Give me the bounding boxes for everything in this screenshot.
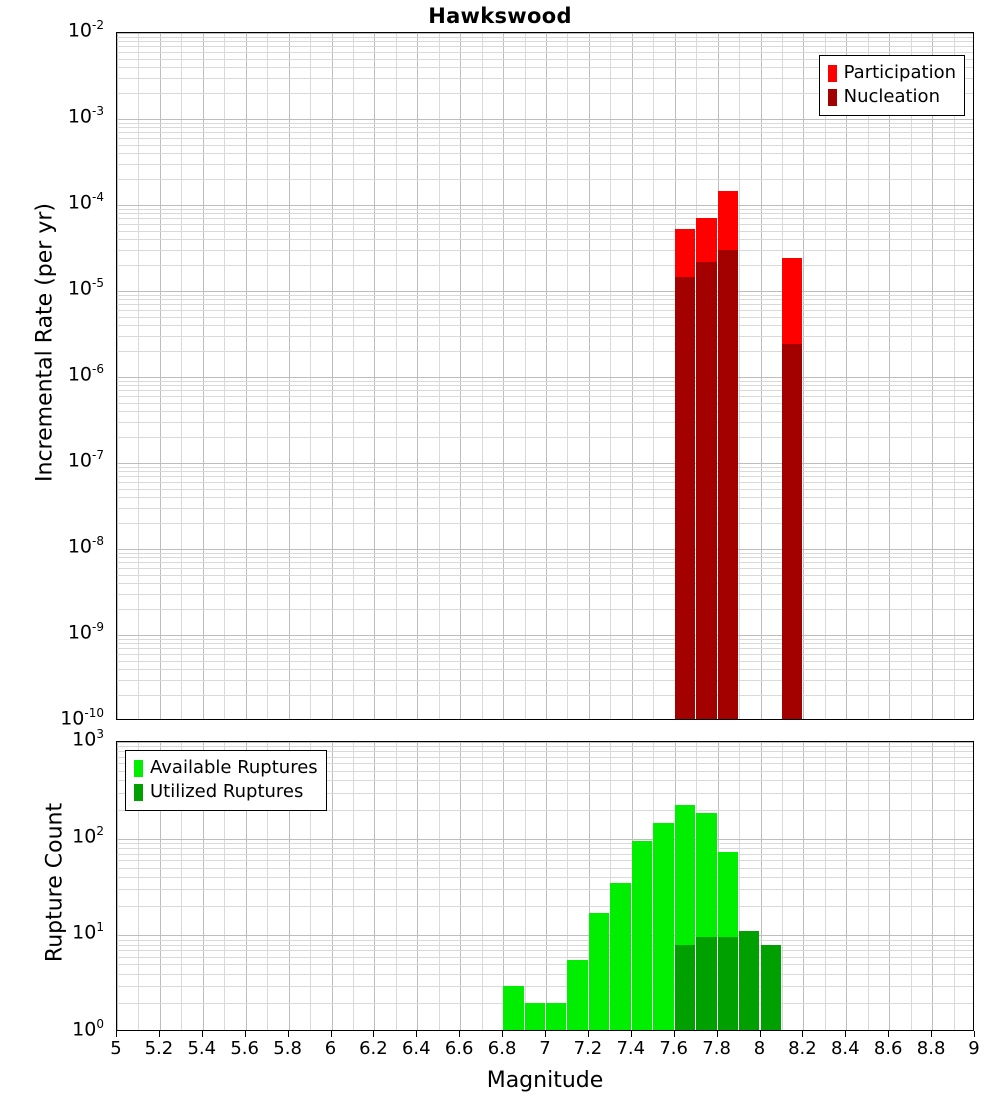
y-tick-label-bottom: $10^2$ (72, 823, 104, 847)
bar-nucleation (718, 250, 738, 720)
y-tick-label-top: $10^{-3}$ (67, 104, 104, 128)
x-tick-mark (116, 1031, 117, 1037)
legend-bottom (125, 750, 327, 811)
legend-swatch-utilized-ruptures (134, 784, 143, 801)
x-tick-mark (588, 1031, 589, 1037)
y-tick-label-bottom: $10^3$ (72, 727, 104, 751)
x-tick-mark (416, 1031, 417, 1037)
x-tick-label: 9 (968, 1038, 980, 1059)
y-tick-label-top: $10^{-2}$ (67, 18, 104, 42)
x-tick-label: 7.4 (616, 1038, 646, 1059)
y-tick-label-top: $10^{-10}$ (60, 706, 104, 730)
x-tick-label: 8.6 (873, 1038, 903, 1059)
y-tick-label-top: $10^{-7}$ (67, 448, 104, 472)
legend-swatch-participation (828, 65, 837, 82)
legend-item-nucleation (828, 85, 956, 109)
legend-top (819, 55, 965, 116)
bar-utilized-ruptures (675, 945, 695, 1031)
x-tick-label: 6.8 (487, 1038, 517, 1059)
rupture-count-plot (116, 741, 974, 1031)
bar-available-ruptures (567, 960, 587, 1031)
bar-available-ruptures (589, 913, 609, 1031)
x-tick-label: 5.6 (230, 1038, 259, 1059)
y-tick-label-bottom: $10^0$ (72, 1017, 104, 1041)
x-tick-mark (802, 1031, 803, 1037)
y-tick-label-top: $10^{-5}$ (67, 276, 104, 300)
x-tick-label: 6.2 (359, 1038, 388, 1059)
bar-available-ruptures (525, 1003, 545, 1031)
x-tick-label: 5.4 (187, 1038, 217, 1059)
bar-available-ruptures (546, 1003, 566, 1031)
x-tick-label: 5 (110, 1038, 122, 1059)
legend-swatch-nucleation (828, 89, 837, 106)
x-tick-mark (502, 1031, 503, 1037)
y-tick-label-top: $10^{-4}$ (67, 190, 104, 214)
x-tick-label: 6.4 (401, 1038, 431, 1059)
legend-label-participation: Participation (843, 62, 956, 83)
x-tick-label: 8.2 (788, 1038, 817, 1059)
x-tick-label: 7.6 (659, 1038, 688, 1059)
x-tick-label: 5.8 (273, 1038, 302, 1059)
x-tick-mark (845, 1031, 846, 1037)
legend-item-utilized-ruptures (134, 780, 318, 804)
x-tick-label: 8.4 (830, 1038, 860, 1059)
x-tick-mark (459, 1031, 460, 1037)
y-tick-label-top: $10^{-6}$ (67, 362, 104, 386)
page-title: Hawkswood (428, 4, 572, 28)
x-tick-mark (631, 1031, 632, 1037)
bar-utilized-ruptures (696, 937, 716, 1031)
x-tick-mark (202, 1031, 203, 1037)
x-tick-label: 8.8 (916, 1038, 946, 1059)
y-tick-label-bottom: $10^1$ (72, 920, 104, 944)
x-tick-mark (931, 1031, 932, 1037)
legend-label-nucleation: Nucleation (843, 86, 940, 107)
x-tick-label: 8 (753, 1038, 766, 1059)
x-tick-mark (888, 1031, 889, 1037)
y-axis-label-top: Incremental Rate (per yr) (32, 203, 58, 482)
bar-utilized-ruptures (739, 931, 759, 1031)
bar-available-ruptures (653, 823, 673, 1031)
incremental-rate-plot (116, 32, 974, 720)
bar-utilized-ruptures (761, 945, 781, 1031)
legend-item-participation (828, 61, 956, 85)
bar-nucleation (782, 344, 802, 720)
x-tick-label: 6.6 (444, 1038, 474, 1059)
legend-item-available-ruptures (134, 756, 318, 780)
x-tick-mark (245, 1031, 246, 1037)
x-tick-mark (545, 1031, 546, 1037)
top-plot-bars (117, 33, 973, 719)
x-tick-mark (717, 1031, 718, 1037)
y-tick-label-top: $10^{-8}$ (67, 534, 104, 558)
x-tick-mark (760, 1031, 761, 1037)
x-tick-label: 7 (539, 1038, 551, 1059)
legend-swatch-available-ruptures (134, 760, 143, 777)
x-tick-label: 7.8 (702, 1038, 731, 1059)
x-axis-label: Magnitude (486, 1068, 604, 1093)
bar-nucleation (675, 277, 695, 720)
x-tick-label: 6 (324, 1038, 337, 1059)
bar-utilized-ruptures (718, 937, 738, 1031)
y-tick-label-top: $10^{-9}$ (67, 620, 104, 644)
legend-label-utilized-ruptures: Utilized Ruptures (150, 781, 304, 802)
x-tick-mark (974, 1031, 975, 1037)
bar-available-ruptures (503, 986, 523, 1031)
x-tick-label: 7.2 (573, 1038, 603, 1059)
x-tick-label: 5.2 (144, 1038, 174, 1059)
x-tick-mark (159, 1031, 160, 1037)
x-tick-mark (674, 1031, 675, 1037)
bar-nucleation (696, 262, 716, 720)
bar-available-ruptures (632, 841, 652, 1031)
x-tick-mark (373, 1031, 374, 1037)
bar-available-ruptures (610, 883, 630, 1031)
y-axis-label-bottom: Rupture Count (42, 802, 68, 963)
legend-label-available-ruptures: Available Ruptures (150, 757, 318, 778)
x-tick-mark (288, 1031, 289, 1037)
x-tick-mark (331, 1031, 332, 1037)
